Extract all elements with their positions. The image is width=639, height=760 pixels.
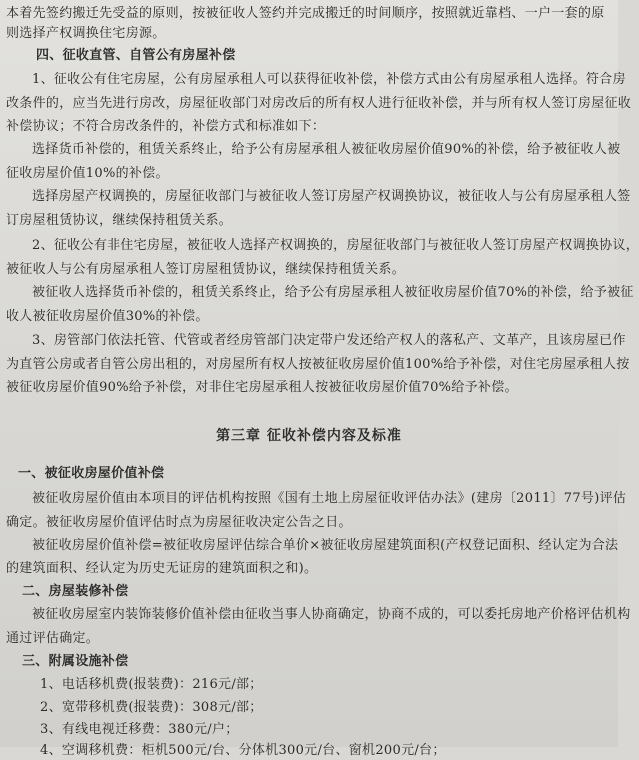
section-heading: 四、征收直管、自管公有房屋补偿 bbox=[36, 48, 236, 63]
list-item: 4、空调移机费：柜机500元/台、分体机300元/台、窗机200元/台； bbox=[40, 743, 446, 758]
text-line: 订房屋租赁协议，继续保持租赁关系。 bbox=[6, 213, 233, 228]
section-heading: 三、附属设施补偿 bbox=[22, 654, 129, 669]
text-line: 本着先签约搬迁先受益的原则，按被征收人签约并完成搬迁的时间顺序，按照就近靠档、一户一套的原 bbox=[6, 6, 605, 21]
text-line: 2、征收公有非住宅房屋，被征收人选择产权调换的，房屋征收部门与被征收人签订房屋产权调换协议， bbox=[32, 238, 639, 253]
text-line: 确定。被征收房屋价值评估时点为房屋征收决定公告之日。 bbox=[6, 515, 352, 530]
text-line: 被征收人与公有房屋承租人签订房屋租赁协议，继续保持租赁关系。 bbox=[6, 262, 406, 277]
text-line: 征收房屋价值10%的补偿。 bbox=[6, 166, 169, 181]
text-line: 1、征收公有住宅房屋，公有房屋承租人可以获得征收补偿，补偿方式由公有房屋承租人选择。符合房 bbox=[32, 72, 626, 87]
text-line: 补偿协议；不符合房改条件的，补偿方式和标准如下： bbox=[6, 119, 326, 134]
chapter-title: 第三章 征收补偿内容及标准 bbox=[216, 428, 402, 444]
text-line: 收人被征收房屋价值30%的补偿。 bbox=[6, 309, 209, 324]
text-line: 被征收房屋价值由本项目的评估机构按照《国有土地上房屋征收评估办法》(建房〔2011〕77号)评估 bbox=[32, 491, 627, 506]
text-line: 则选择产权调换住宅房源。 bbox=[6, 26, 166, 41]
text-line: 被征收房屋室内装饰装修价值补偿由征收当事人协商确定，协商不成的，可以委托房地产价格评估机构 bbox=[32, 607, 631, 622]
text-line: 的建筑面积、经认定为历史无证房的建筑面积之和)。 bbox=[6, 561, 318, 576]
list-item: 3、有线电视迁移费：380元/户； bbox=[40, 722, 239, 737]
section-heading: 一、被征收房屋价值补偿 bbox=[18, 466, 165, 481]
text-line: 通过评估确定。 bbox=[6, 631, 100, 646]
text-line: 选择货币补偿的，租赁关系终止，给予公有房屋承租人被征收房屋价值90%的补偿，给予被征收人被 bbox=[32, 142, 621, 157]
text-line: 为直管公房或者自管公房出租的，对房屋所有权人按被征收房屋价值100%给予补偿，对住宅房屋承租人按 bbox=[6, 357, 630, 372]
list-item: 1、电话移机费(报装费)：216元/部； bbox=[40, 677, 263, 692]
text-line: 被征收房屋价值补偿=被征收房屋评估综合单价×被征收房屋建筑面积(产权登记面积、经认定为合法 bbox=[32, 538, 619, 553]
text-line: 3、房管部门依法托管、代管或者经房管部门决定带户发还给产权人的落私产、文革产，且该房屋已作 bbox=[32, 333, 626, 348]
text-line: 选择房屋产权调换的，房屋征收部门与被征收人签订房屋产权调换协议，被征收人与公有房屋承租人签 bbox=[32, 189, 631, 204]
list-item: 2、宽带移机费(报装费)：308元/部； bbox=[40, 700, 263, 715]
text-line: 被征收人选择货币补偿的，租赁关系终止，给予公有房屋承租人被征收房屋价值70%的补偿，给予被征 bbox=[32, 285, 634, 300]
text-line: 被征收房屋价值90%给予补偿，对非住宅房屋承租人按被征收房屋价值70%给予补偿。 bbox=[6, 380, 518, 395]
text-line: 改条件的，应当先进行房改，房屋征收部门对房改后的所有权人进行征收补偿，并与所有权人签订房屋征收 bbox=[6, 96, 632, 111]
section-heading: 二、房屋装修补偿 bbox=[22, 584, 129, 599]
